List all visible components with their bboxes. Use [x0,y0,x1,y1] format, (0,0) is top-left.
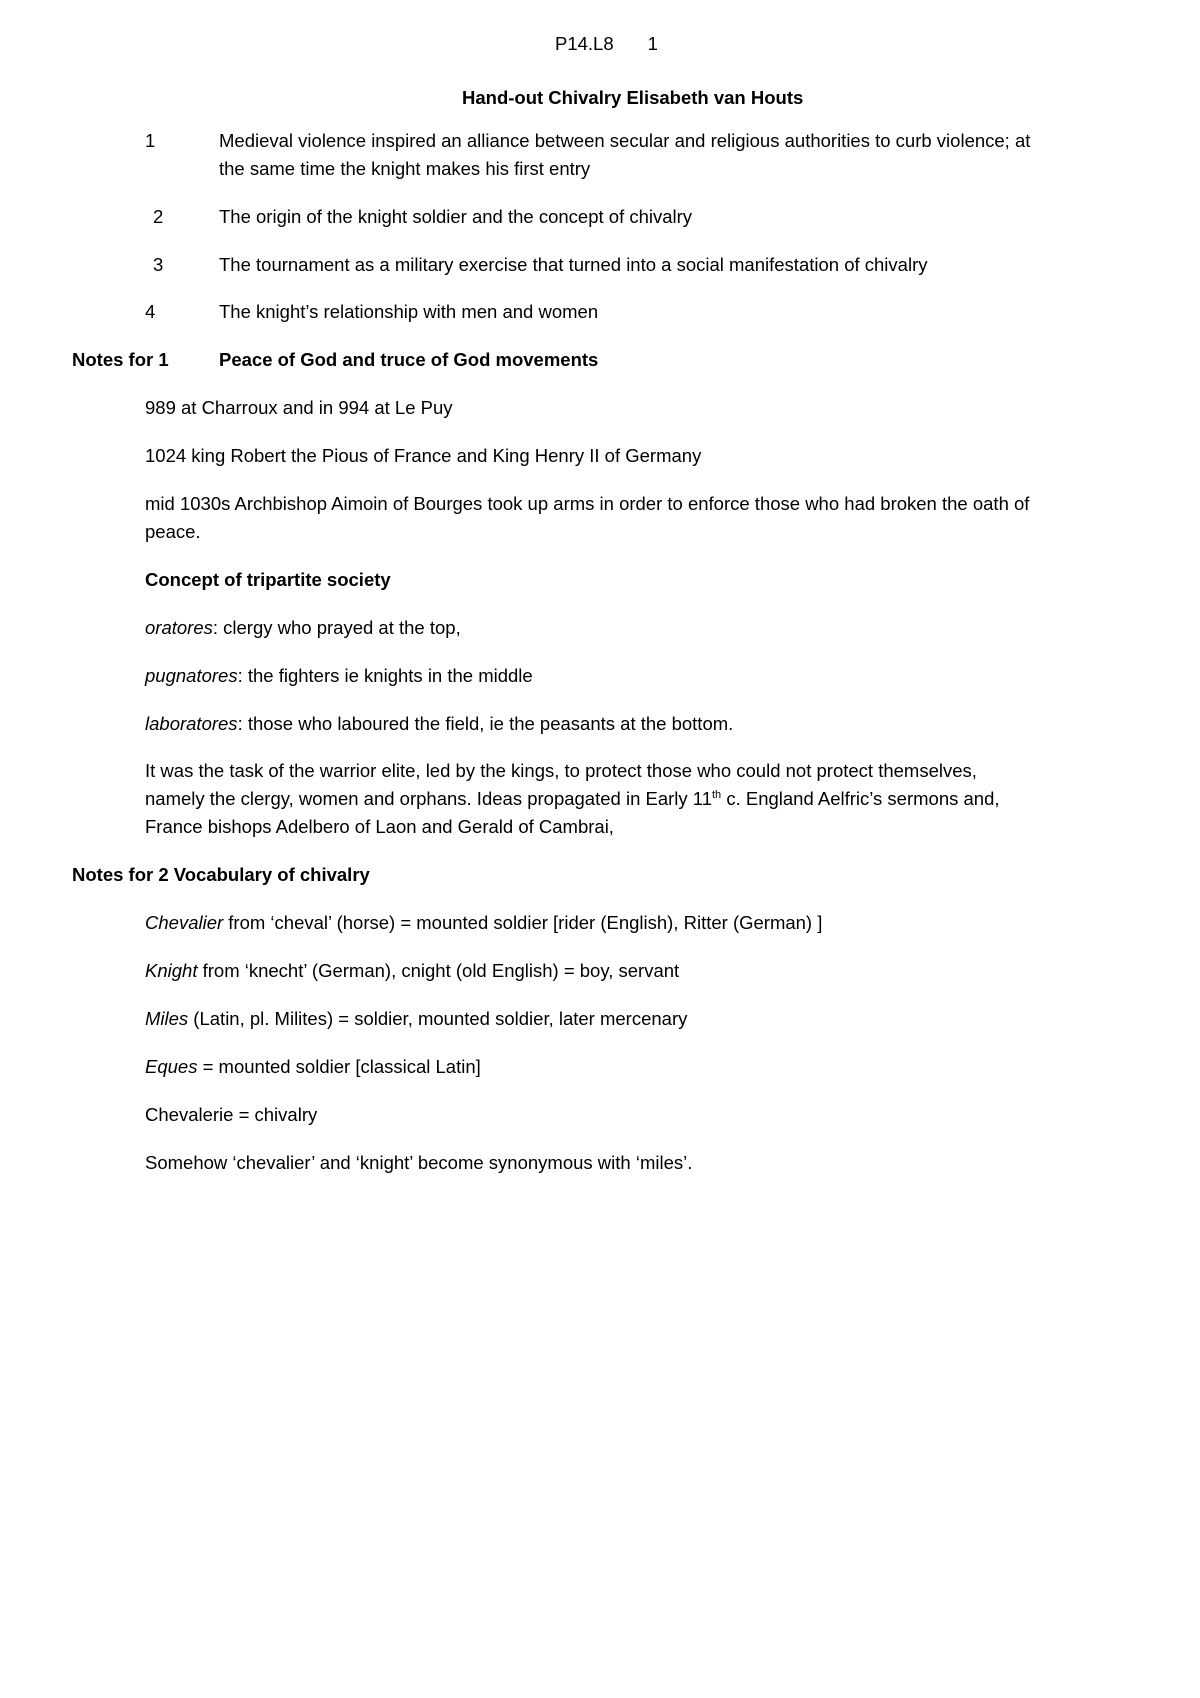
paragraph: 1024 king Robert the Pious of France and King Henry II of Germany [145,445,702,466]
outline-text-line: The tournament as a military exercise that turned into a social manifestation of chivalry [219,254,928,275]
document-ref: P14.L8 [555,33,614,54]
vocab-miles [145,1005,687,1033]
vocab-chevalier [145,909,822,937]
definition-laboratores [145,710,733,738]
term: oratores [145,617,213,638]
paragraph-line: mid 1030s Archbishop Aimoin of Bourges took up arms in order to enforce those who had broken the oath of [145,493,1030,514]
definition-text: : clergy who prayed at the top, [212,617,461,638]
term: pugnatores [145,665,238,686]
outline-number: 4 [145,301,156,322]
notes-label: Notes for 1 [72,349,169,370]
paragraph-line: peace. [145,521,201,542]
vocab-eques [145,1053,481,1081]
paragraph-line: France bishops Adelbero of Laon and Gerald of Cambrai, [145,816,614,837]
term: Chevalier [145,912,224,933]
document-title: Hand-out Chivalry Elisabeth van Houts [462,87,804,108]
outline-text-line: The origin of the knight soldier and the concept of chivalry [219,206,693,227]
term: Eques [145,1056,198,1077]
page-header [555,30,658,58]
vocab-chevalerie: Chevalerie = chivalry [145,1104,318,1125]
line-text: namely the clergy, women and orphans. Ideas propagated in Early 11 [145,788,712,809]
outline-number: 2 [153,206,164,227]
definition-text: : those who laboured the field, ie the peasants at the bottom. [237,713,734,734]
definition-pugnatores [145,662,533,690]
paragraph-line [145,785,1000,813]
definition-text: from ‘knecht’ (German), cnight (old English) = boy, servant [197,960,680,981]
outline-number: 3 [153,254,164,275]
outline-text-line: Medieval violence inspired an alliance between secular and religious authorities to curb violence; at [219,130,1031,151]
definition-text: = mounted soldier [classical Latin] [197,1056,481,1077]
subheading: Concept of tripartite society [145,569,391,590]
page-number: 1 [647,33,658,54]
section-heading: Peace of God and truce of God movements [219,349,599,370]
vocab-knight [145,957,679,985]
line-text: c. England Aelfric’s sermons and, [721,788,1000,809]
paragraph: 989 at Charroux and in 994 at Le Puy [145,397,453,418]
term: laboratores [145,713,238,734]
definition-oratores [145,614,461,642]
outline-text-line: The knight’s relationship with men and women [219,301,599,322]
outline-number: 1 [145,130,156,151]
outline-text-line: the same time the knight makes his first entry [219,158,591,179]
superscript: th [712,788,722,801]
definition-text: : the fighters ie knights in the middle [237,665,533,686]
paragraph: Somehow ‘chevalier’ and ‘knight’ become synonymous with ‘miles’. [145,1152,693,1173]
definition-text: (Latin, pl. Milites) = soldier, mounted soldier, later mercenary [188,1008,688,1029]
term: Miles [145,1008,189,1029]
definition-text: from ‘cheval’ (horse) = mounted soldier [rider (English), Ritter (German) ] [223,912,823,933]
paragraph-line: It was the task of the warrior elite, led by the kings, to protect those who could not protect themselves, [145,760,977,781]
section-heading: Notes for 2 Vocabulary of chivalry [72,864,370,885]
term: Knight [145,960,198,981]
